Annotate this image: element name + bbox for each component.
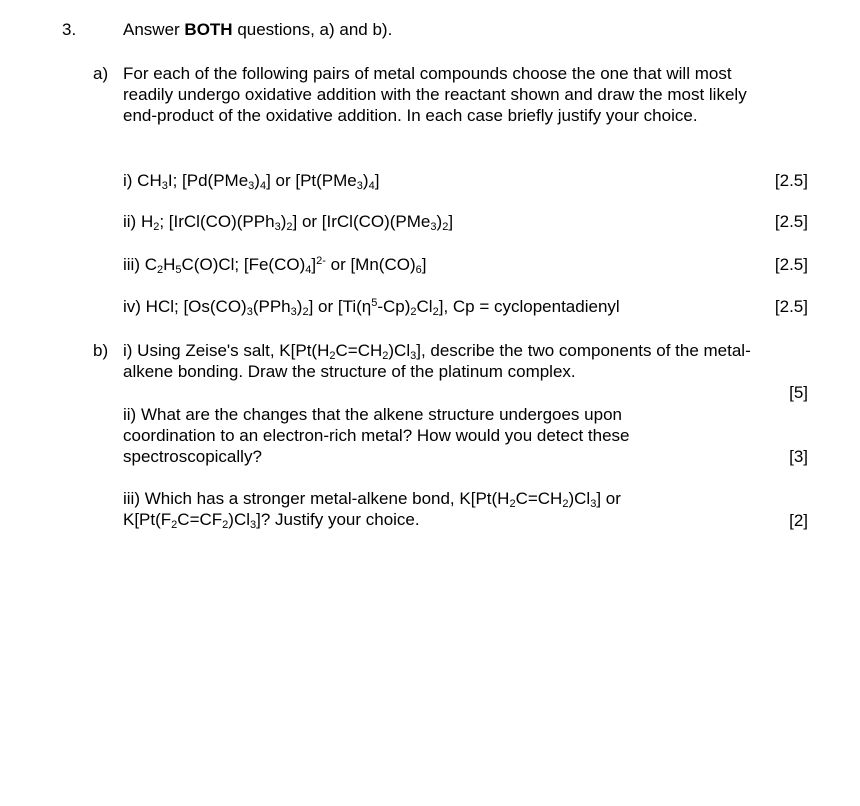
part-a-item-3: iii) $C_2H_5C(O)Cl$; $[Fe(CO)_4]^{2-}$ or $[Mn(CO)_6]$ [123,255,427,276]
part-b-item-2: ii) What are the changes that the alkene structure undergoes upon coordination to an electron-rich metal? How would you detect these spectroscopically? [123,405,630,466]
question-intro [123,19,392,40]
part-a-item-2: ii) $H_2$; $[IrCl(CO)(PPh_3)_2]$ or $[IrCl(CO)(PMe_3)_2]$ [123,212,454,233]
part-b-item-2-marks: [3] [789,447,808,466]
part-b-item-3-marks: [2] [789,511,808,530]
part-b-item-1: i) Using Zeise's salt, $K[Pt(H_2C=CH_2)Cl_3]$, describe the two components of the metal-alkene bonding. Draw the structure of the platinum complex. [123,341,751,381]
part-a-item-1: i) $CH_3I$; $[Pd(PMe_3)_4]$ or $[Pt(PMe_3)_4]$ [123,171,380,192]
part-a-item-4-marks: [2.5] [774,297,808,316]
part-a-item-3-marks: [2.5] [774,255,808,274]
part-a-text: For each of the following pairs of metal compounds choose the one that will most readily undergo oxidative addition with the reactant shown and draw the most likely end-product of the oxidative addition. In each case briefly justify your choice. [123,64,747,125]
part-a-item-4: iv) HCl; $[Os(CO)_3(PPh_3)_2]$ or $[Ti(\eta^5-Cp)_2Cl_2]$, Cp = cyclopentadienyl [123,297,620,318]
part-b-item-3: iii) Which has a stronger metal-alkene bond, $K[Pt(H_2C=CH_2)Cl_3]$ or $K[Pt(F_2C=CF_2)Cl_3]$? Justify your choice. [123,489,621,531]
part-b-item-1-marks: [5] [789,383,808,402]
intro-suffix: questions, a) and b). [232,20,393,39]
question-number: 3. [62,20,77,39]
part-a-label: a) [93,64,109,83]
intro-prefix: Answer [123,20,185,39]
part-a-item-1-marks: [2.5] [774,171,808,190]
part-a-item-2-marks: [2.5] [774,212,808,231]
intro-bold: BOTH [184,20,233,39]
part-b-label: b) [93,341,109,360]
